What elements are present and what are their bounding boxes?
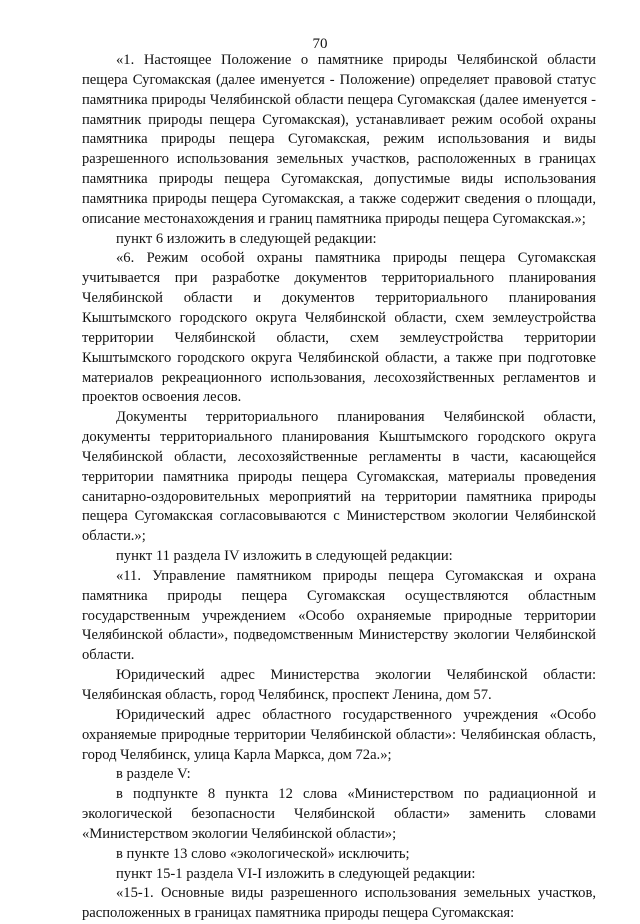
- paragraph-2: пункт 6 изложить в следующей редакции:: [116, 230, 377, 247]
- paragraph-3: «6. Режим особой охраны памятника природы пещера Сугомакская учитывается при разработке документов территориального планирования Челябинской области и документов территориального планирования Кыштымского городского округа Челябинской области, схем землеустройства территории Челябинской области, схем землеустройства территории Кыштымского городского округа Челябинской области, а также при подготовке материалов рекреационного использования, лесохозяйственных регламентов и проектов освоения лесов.: [82, 250, 596, 406]
- paragraph-7: Юридический адрес Министерства экологии Челябинской области: Челябинская область, город Челябинск, проспект Ленина, дом 57.: [82, 667, 596, 703]
- document-body: [82, 51, 596, 924]
- paragraph-11: в пункте 13 слово «экологической» исключить;: [116, 845, 410, 862]
- paragraph-9: в разделе V:: [116, 766, 191, 783]
- paragraph-6: «11. Управление памятником природы пещера Сугомакская и охрана памятника природы пещера Сугомакская осуществляются областным государственным учреждением «Особо охраняемые природные территории Челябинской области», подведомственным Министерству экологии Челябинской области.: [82, 567, 596, 664]
- paragraph-8: Юридический адрес областного государственного учреждения «Особо охраняемые природные территории Челябинской области»: Челябинская область, город Челябинск, улица Карла Маркса, дом 72а.»;: [82, 706, 596, 763]
- paragraph-10: в подпункте 8 пункта 12 слова «Министерством по радиационной и экологической безопасности Челябинской области» заменить словами «Министерством экологии Челябинской области»;: [82, 786, 596, 842]
- paragraph-12: пункт 15-1 раздела VI-I изложить в следующей редакции:: [116, 865, 476, 882]
- paragraph-13: «15-1. Основные виды разрешенного использования земельных участков, расположенных в границах памятника природы пещера Сугомакская:: [82, 885, 596, 922]
- paragraph-5: пункт 11 раздела IV изложить в следующей редакции:: [116, 548, 453, 565]
- paragraph-1: «1. Настоящее Положение о памятнике природы Челябинской области пещера Сугомакская (далее именуется - Положение) определяет правовой статус памятника природы Челябинской области пещера Сугомакская (далее именуется - памятник природы пещера Сугомакская), устанавливает режим особой охраны памятника природы пещера Сугомакская, режим использования и виды разрешенного использования земельных участков, расположенных в границах памятника природы пещера Сугомакская, допустимые виды использования памятника природы пещера Сугомакская, а также содержит сведения о площади, описание местонахождения и границ памятника природы пещера Сугомакская.»;: [82, 52, 596, 227]
- page-number: 70: [312, 36, 328, 52]
- paragraph-4: Документы территориального планирования Челябинской области, документы территориального планирования Кыштымского городского округа Челябинской области, лесохозяйственные регламенты в части, касающейся территории памятника природы пещера Сугомакская, материалы проведения санитарно-оздоровительных мероприятий на территории памятника природы пещера Сугомакская согласовываются с Министерством экологии Челябинской области.»;: [82, 409, 596, 545]
